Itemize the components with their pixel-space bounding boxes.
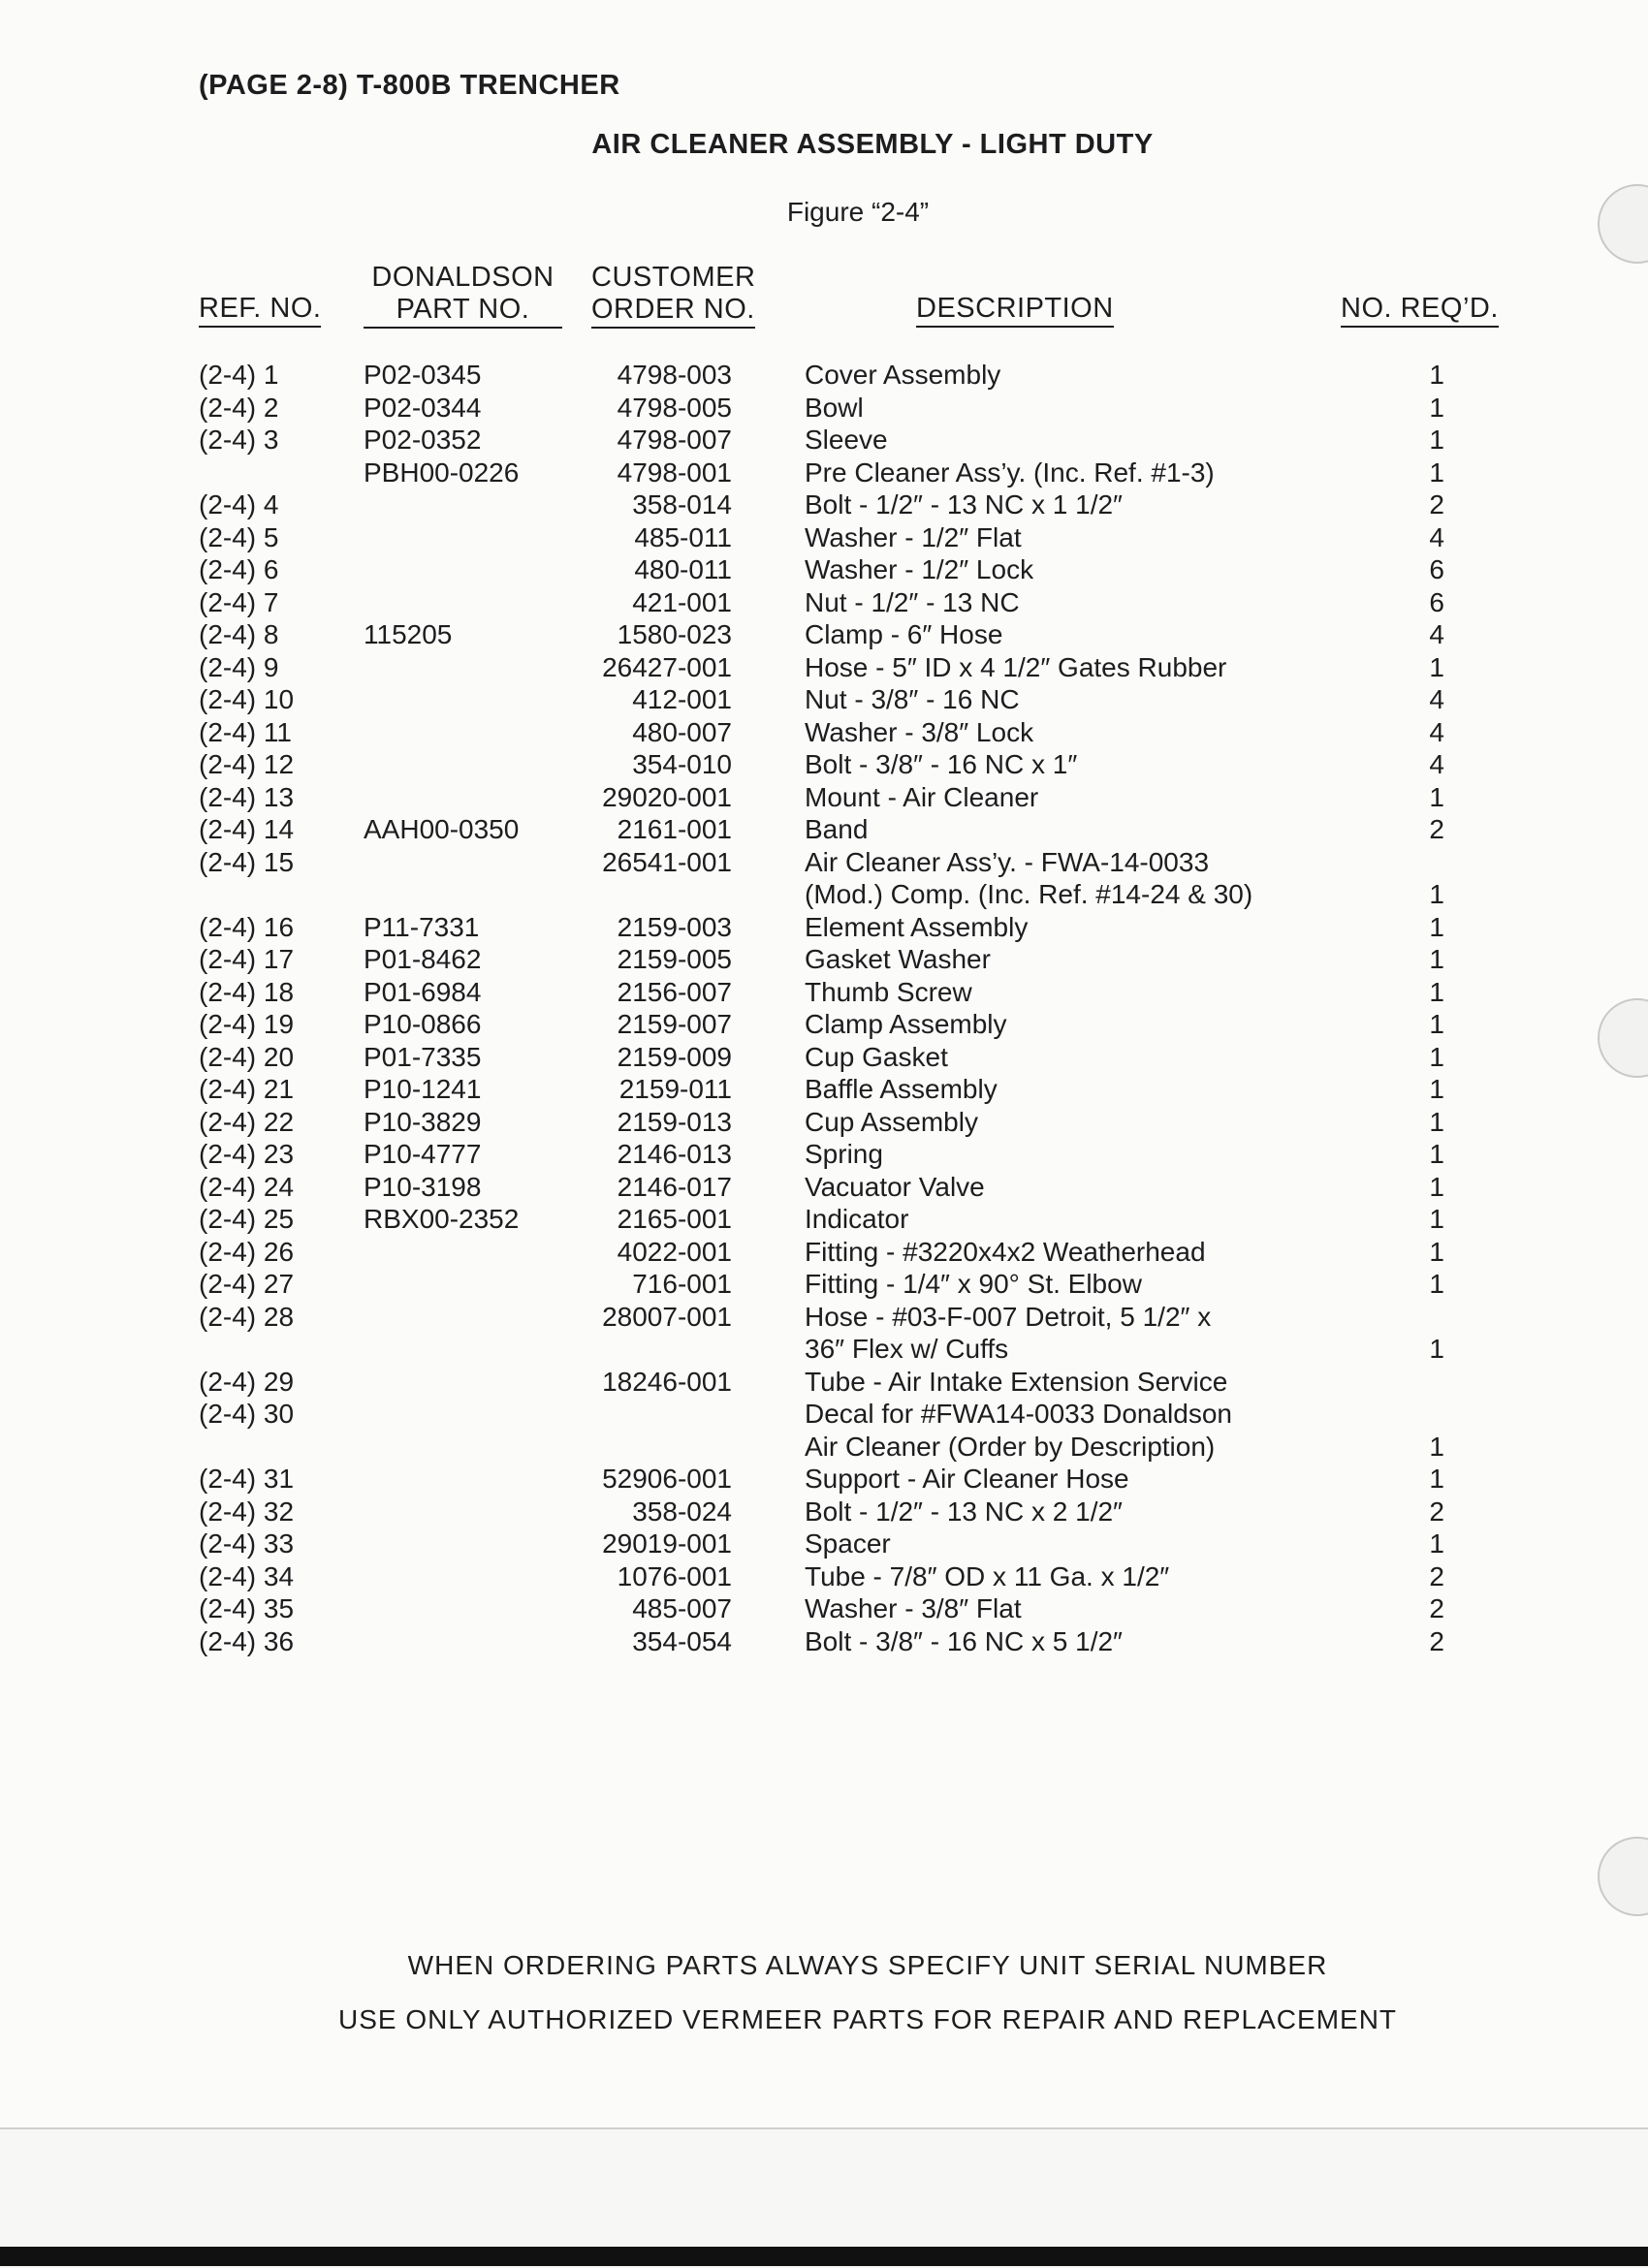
donaldson-part-cell: P01-7335	[364, 1041, 482, 1072]
description-cell	[805, 976, 972, 1009]
customer-order-cell: 480-011	[634, 554, 732, 584]
table-row	[0, 1073, 1648, 1106]
description-line: Support - Air Cleaner Hose	[805, 1464, 1129, 1494]
qty-cell: 2	[1429, 1625, 1444, 1656]
donaldson-part-cell: 115205	[364, 619, 453, 649]
description-line: Decal for #FWA14-0033 Donaldson	[805, 1399, 1232, 1429]
description-line: Tube - Air Intake Extension Service	[805, 1366, 1228, 1397]
ref-no-cell: (2-4) 12	[199, 749, 295, 779]
customer-order-cell: 2159-003	[617, 911, 732, 942]
description-cell	[805, 943, 991, 976]
page-header: (PAGE 2-8) T-800B TRENCHER	[199, 70, 620, 101]
ref-no-cell: (2-4) 19	[199, 1009, 295, 1039]
table-row	[0, 1106, 1648, 1139]
qty-cell: 4	[1429, 684, 1444, 714]
description-line-2: Air Cleaner (Order by Description)	[805, 1431, 1216, 1462]
ref-no-cell: (2-4) 1	[199, 360, 279, 390]
col-customer-header: CUSTOMER ORDER NO.	[591, 262, 761, 329]
description-cell	[805, 1496, 1123, 1528]
ref-no-cell: (2-4) 33	[199, 1528, 295, 1559]
description-line: Hose - #03-F-007 Detroit, 5 1/2″ x	[805, 1301, 1212, 1332]
description-line-2: 36″ Flex w/ Cuffs	[805, 1334, 1009, 1364]
description-line: Mount - Air Cleaner	[805, 781, 1039, 812]
ref-no-cell: (2-4) 13	[199, 781, 295, 812]
ref-no-cell: (2-4) 35	[199, 1593, 295, 1623]
customer-order-cell: 354-010	[632, 749, 732, 779]
description-cell	[805, 359, 1000, 392]
customer-order-cell: 2159-013	[617, 1106, 732, 1137]
description-cell	[805, 1008, 1007, 1041]
table-row	[0, 1398, 1648, 1463]
qty-cell: 4	[1429, 619, 1444, 649]
ref-no-cell: (2-4) 18	[199, 976, 295, 1007]
description-cell	[805, 1625, 1123, 1658]
description-cell	[805, 1398, 1232, 1463]
ref-no-cell: (2-4) 31	[199, 1464, 295, 1494]
table-row	[0, 1592, 1648, 1625]
ref-no-cell: (2-4) 10	[199, 684, 295, 714]
ref-no-cell: (2-4) 9	[199, 651, 279, 682]
description-line: Baffle Assembly	[805, 1074, 998, 1104]
qty-cell: 1	[1429, 1464, 1444, 1494]
table-row	[0, 1008, 1648, 1041]
parts-table	[0, 359, 1648, 1657]
qty-cell: 1	[1429, 1528, 1444, 1559]
description-cell	[805, 1171, 985, 1204]
scan-edge	[0, 2247, 1648, 2266]
description-line: Bolt - 1/2″ - 13 NC x 1 1/2″	[805, 489, 1123, 520]
customer-order-cell: 29019-001	[602, 1528, 732, 1559]
qty-cell: 1	[1429, 944, 1444, 974]
table-row	[0, 911, 1648, 944]
ref-no-cell: (2-4) 21	[199, 1074, 295, 1104]
description-line: Hose - 5″ ID x 4 1/2″ Gates Rubber	[805, 651, 1227, 682]
table-row	[0, 1236, 1648, 1269]
qty-cell: 1	[1429, 1139, 1444, 1169]
table-row	[0, 553, 1648, 586]
description-cell	[805, 846, 1252, 911]
description-line: Thumb Screw	[805, 976, 972, 1007]
ref-no-cell: (2-4) 24	[199, 1171, 295, 1202]
ref-no-cell: (2-4) 2	[199, 392, 279, 423]
donaldson-part-cell: RBX00-2352	[364, 1204, 520, 1234]
customer-order-cell: 2159-007	[617, 1009, 732, 1039]
customer-order-cell: 485-007	[632, 1593, 732, 1623]
qty-cell: 1	[1429, 360, 1444, 390]
qty-cell: 1	[1429, 1431, 1444, 1462]
description-line: Bolt - 3/8″ - 16 NC x 1″	[805, 749, 1078, 779]
customer-order-cell: 485-011	[634, 521, 732, 552]
description-line: Clamp Assembly	[805, 1009, 1007, 1039]
customer-order-cell: 2161-001	[617, 814, 732, 844]
qty-cell: 1	[1429, 1106, 1444, 1137]
ref-no-cell: (2-4) 20	[199, 1041, 295, 1072]
col-ref-header: REF. NO.	[199, 293, 321, 328]
qty-cell: 1	[1429, 651, 1444, 682]
table-row	[0, 813, 1648, 846]
qty-cell: 1	[1429, 1171, 1444, 1202]
donaldson-part-cell: P02-0352	[364, 425, 482, 455]
table-row	[0, 781, 1648, 814]
ref-no-cell: (2-4) 25	[199, 1204, 295, 1234]
table-row	[0, 1138, 1648, 1171]
ref-no-cell: (2-4) 26	[199, 1236, 295, 1267]
table-row	[0, 1203, 1648, 1236]
col-description-header: DESCRIPTION	[916, 293, 1114, 328]
description-cell	[805, 457, 1215, 489]
qty-cell: 1	[1429, 425, 1444, 455]
customer-order-cell: 412-001	[632, 684, 732, 714]
description-line: Clamp - 6″ Hose	[805, 619, 1003, 649]
ref-no-cell: (2-4) 17	[199, 944, 295, 974]
ref-no-cell: (2-4) 36	[199, 1625, 295, 1656]
ref-no-cell: (2-4) 11	[199, 716, 292, 747]
customer-order-cell: 716-001	[632, 1269, 732, 1299]
description-line: Fitting - #3220x4x2 Weatherhead	[805, 1236, 1206, 1267]
ref-no-cell: (2-4) 22	[199, 1106, 295, 1137]
customer-order-cell: 1580-023	[617, 619, 732, 649]
table-row	[0, 683, 1648, 716]
ref-no-cell: (2-4) 6	[199, 554, 279, 584]
table-row	[0, 586, 1648, 619]
table-row	[0, 424, 1648, 457]
description-cell	[805, 1041, 948, 1074]
table-row	[0, 1560, 1648, 1593]
customer-order-cell: 358-014	[632, 489, 732, 520]
customer-order-cell: 4798-003	[617, 360, 732, 390]
donaldson-part-cell: P10-3198	[364, 1171, 482, 1202]
qty-cell: 1	[1429, 879, 1444, 909]
description-line: Vacuator Valve	[805, 1171, 985, 1202]
customer-order-cell: 2146-017	[617, 1171, 732, 1202]
description-line: Nut - 1/2″ - 13 NC	[805, 586, 1020, 617]
customer-order-cell: 29020-001	[602, 781, 732, 812]
description-cell	[805, 1073, 998, 1106]
customer-order-cell: 52906-001	[602, 1464, 732, 1494]
col-qty-header: NO. REQ’D.	[1341, 293, 1499, 328]
customer-order-cell: 2159-009	[617, 1041, 732, 1072]
donaldson-part-cell: P11-7331	[364, 911, 480, 942]
description-cell	[805, 1138, 883, 1171]
table-row	[0, 392, 1648, 425]
table-row	[0, 488, 1648, 521]
qty-cell: 1	[1429, 1009, 1444, 1039]
donaldson-part-cell: P10-1241	[364, 1074, 482, 1104]
description-line: Nut - 3/8″ - 16 NC	[805, 684, 1020, 714]
customer-order-cell: 26541-001	[602, 846, 732, 877]
description-cell	[805, 1592, 1022, 1625]
qty-cell: 2	[1429, 489, 1444, 520]
qty-cell: 4	[1429, 749, 1444, 779]
qty-cell: 2	[1429, 1593, 1444, 1623]
table-row	[0, 1625, 1648, 1658]
ref-no-cell: (2-4) 5	[199, 521, 279, 552]
table-row	[0, 1528, 1648, 1560]
qty-cell: 2	[1429, 814, 1444, 844]
donaldson-part-cell: P02-0344	[364, 392, 482, 423]
donaldson-part-cell: P01-6984	[364, 976, 482, 1007]
description-cell	[805, 424, 888, 457]
qty-cell: 1	[1429, 781, 1444, 812]
description-line: Bowl	[805, 392, 864, 423]
description-cell	[805, 1268, 1142, 1301]
table-row	[0, 651, 1648, 684]
qty-cell: 6	[1429, 554, 1444, 584]
qty-cell: 2	[1429, 1496, 1444, 1527]
table-row	[0, 1171, 1648, 1204]
description-cell	[805, 1463, 1129, 1496]
donaldson-part-cell: P10-4777	[364, 1139, 482, 1169]
ref-no-cell: (2-4) 15	[199, 846, 295, 877]
description-cell	[805, 521, 1022, 554]
donaldson-part-cell: P01-8462	[364, 944, 482, 974]
description-cell	[805, 748, 1077, 781]
description-cell	[805, 392, 864, 425]
customer-order-cell: 2159-011	[618, 1074, 732, 1104]
donaldson-part-cell: P02-0345	[364, 360, 482, 390]
ref-no-cell: (2-4) 8	[199, 619, 279, 649]
ref-no-cell: (2-4) 27	[199, 1269, 295, 1299]
qty-cell: 4	[1429, 716, 1444, 747]
description-cell	[805, 618, 1002, 651]
qty-cell: 1	[1429, 1334, 1444, 1364]
customer-order-cell: 421-001	[632, 586, 732, 617]
description-cell	[805, 1528, 891, 1560]
customer-order-cell: 26427-001	[602, 651, 732, 682]
description-line: Sleeve	[805, 425, 888, 455]
customer-order-cell: 4798-007	[617, 425, 732, 455]
description-cell	[805, 1301, 1211, 1366]
qty-cell: 6	[1429, 586, 1444, 617]
description-line: Tube - 7/8″ OD x 11 Ga. x 1/2″	[805, 1560, 1170, 1591]
customer-order-cell: 18246-001	[602, 1366, 732, 1397]
donaldson-part-cell: P10-3829	[364, 1106, 482, 1137]
description-line: Air Cleaner Ass’y. - FWA-14-0033	[805, 846, 1210, 877]
customer-order-cell: 4798-001	[617, 457, 732, 488]
donaldson-part-cell: PBH00-0226	[364, 457, 520, 488]
description-line: Band	[805, 814, 869, 844]
qty-cell: 1	[1429, 911, 1444, 942]
ref-no-cell: (2-4) 30	[199, 1399, 295, 1429]
description-line: Cup Assembly	[805, 1106, 978, 1137]
table-row	[0, 1366, 1648, 1399]
table-row	[0, 1496, 1648, 1528]
table-row	[0, 1041, 1648, 1074]
figure-label: Figure “2-4”	[786, 197, 930, 227]
table-row	[0, 846, 1648, 911]
ref-no-cell: (2-4) 14	[199, 814, 295, 844]
description-line: Washer - 1/2″ Flat	[805, 521, 1022, 552]
description-cell	[805, 651, 1226, 684]
table-row	[0, 748, 1648, 781]
description-line: Gasket Washer	[805, 944, 991, 974]
customer-order-cell: 2146-013	[617, 1139, 732, 1169]
customer-order-cell: 2156-007	[617, 976, 732, 1007]
ref-no-cell: (2-4) 7	[199, 586, 279, 617]
ref-no-cell: (2-4) 3	[199, 425, 279, 455]
customer-order-cell: 2159-005	[617, 944, 732, 974]
table-row	[0, 521, 1648, 554]
ref-no-cell: (2-4) 4	[199, 489, 279, 520]
table-row	[0, 1301, 1648, 1366]
customer-order-cell: 358-024	[632, 1496, 732, 1527]
table-row	[0, 943, 1648, 976]
description-line: Washer - 3/8″ Flat	[805, 1593, 1022, 1623]
description-cell	[805, 1203, 908, 1236]
qty-cell: 1	[1429, 392, 1444, 423]
qty-cell: 1	[1429, 1269, 1444, 1299]
description-cell	[805, 911, 1028, 944]
customer-order-cell: 4798-005	[617, 392, 732, 423]
ref-no-cell: (2-4) 34	[199, 1560, 295, 1591]
qty-cell: 1	[1429, 457, 1444, 488]
description-line: Pre Cleaner Ass’y. (Inc. Ref. #1-3)	[805, 457, 1215, 488]
qty-cell: 1	[1429, 1074, 1444, 1104]
ref-no-cell: (2-4) 23	[199, 1139, 295, 1169]
description-line-2: (Mod.) Comp. (Inc. Ref. #14-24 & 30)	[805, 879, 1253, 909]
footer-notice-serial: WHEN ORDERING PARTS ALWAYS SPECIFY UNIT SERIAL NUMBER	[407, 1950, 1328, 1980]
table-row	[0, 716, 1648, 749]
description-line: Fitting - 1/4″ x 90° St. Elbow	[805, 1269, 1142, 1299]
description-cell	[805, 553, 1033, 586]
description-cell	[805, 586, 1020, 619]
qty-cell: 2	[1429, 1560, 1444, 1591]
description-cell	[805, 1366, 1227, 1399]
description-line: Bolt - 1/2″ - 13 NC x 2 1/2″	[805, 1496, 1123, 1527]
description-line: Spring	[805, 1139, 883, 1169]
customer-order-cell: 480-007	[632, 716, 732, 747]
description-cell	[805, 1106, 978, 1139]
ref-no-cell: (2-4) 32	[199, 1496, 295, 1527]
table-row	[0, 457, 1648, 489]
description-cell	[805, 1560, 1169, 1593]
description-line: Indicator	[805, 1204, 909, 1234]
table-row	[0, 976, 1648, 1009]
ref-no-cell: (2-4) 16	[199, 911, 295, 942]
qty-cell: 1	[1429, 1041, 1444, 1072]
description-line: Washer - 1/2″ Lock	[805, 554, 1034, 584]
description-cell	[805, 488, 1123, 521]
table-row	[0, 1463, 1648, 1496]
ref-no-cell: (2-4) 28	[199, 1301, 295, 1332]
qty-cell: 1	[1429, 976, 1444, 1007]
col-donaldson-header: DONALDSON PART NO.	[364, 262, 562, 329]
description-line: Cover Assembly	[805, 360, 1001, 390]
ref-no-cell: (2-4) 29	[199, 1366, 295, 1397]
description-cell	[805, 1236, 1206, 1269]
description-cell	[805, 813, 868, 846]
customer-order-cell: 354-054	[632, 1625, 732, 1656]
description-line: Bolt - 3/8″ - 16 NC x 5 1/2″	[805, 1625, 1123, 1656]
description-line: Spacer	[805, 1528, 891, 1559]
description-line: Cup Gasket	[805, 1041, 948, 1072]
qty-cell: 4	[1429, 521, 1444, 552]
description-line: Washer - 3/8″ Lock	[805, 716, 1034, 747]
description-cell	[805, 683, 1020, 716]
donaldson-part-cell: AAH00-0350	[364, 814, 520, 844]
qty-cell: 1	[1429, 1204, 1444, 1234]
customer-order-cell: 28007-001	[602, 1301, 732, 1332]
customer-order-cell: 4022-001	[617, 1236, 732, 1267]
description-cell	[805, 781, 1038, 814]
description-line: Element Assembly	[805, 911, 1029, 942]
donaldson-part-cell: P10-0866	[364, 1009, 482, 1039]
footer-notice-authorized: USE ONLY AUTHORIZED VERMEER PARTS FOR REPAIR AND REPLACEMENT	[337, 2004, 1398, 2034]
table-row	[0, 359, 1648, 392]
table-row	[0, 1268, 1648, 1301]
description-cell	[805, 716, 1033, 749]
qty-cell: 1	[1429, 1236, 1444, 1267]
customer-order-cell: 1076-001	[617, 1560, 732, 1591]
page-title: AIR CLEANER ASSEMBLY - LIGHT DUTY	[591, 129, 1154, 160]
table-row	[0, 618, 1648, 651]
customer-order-cell: 2165-001	[617, 1204, 732, 1234]
